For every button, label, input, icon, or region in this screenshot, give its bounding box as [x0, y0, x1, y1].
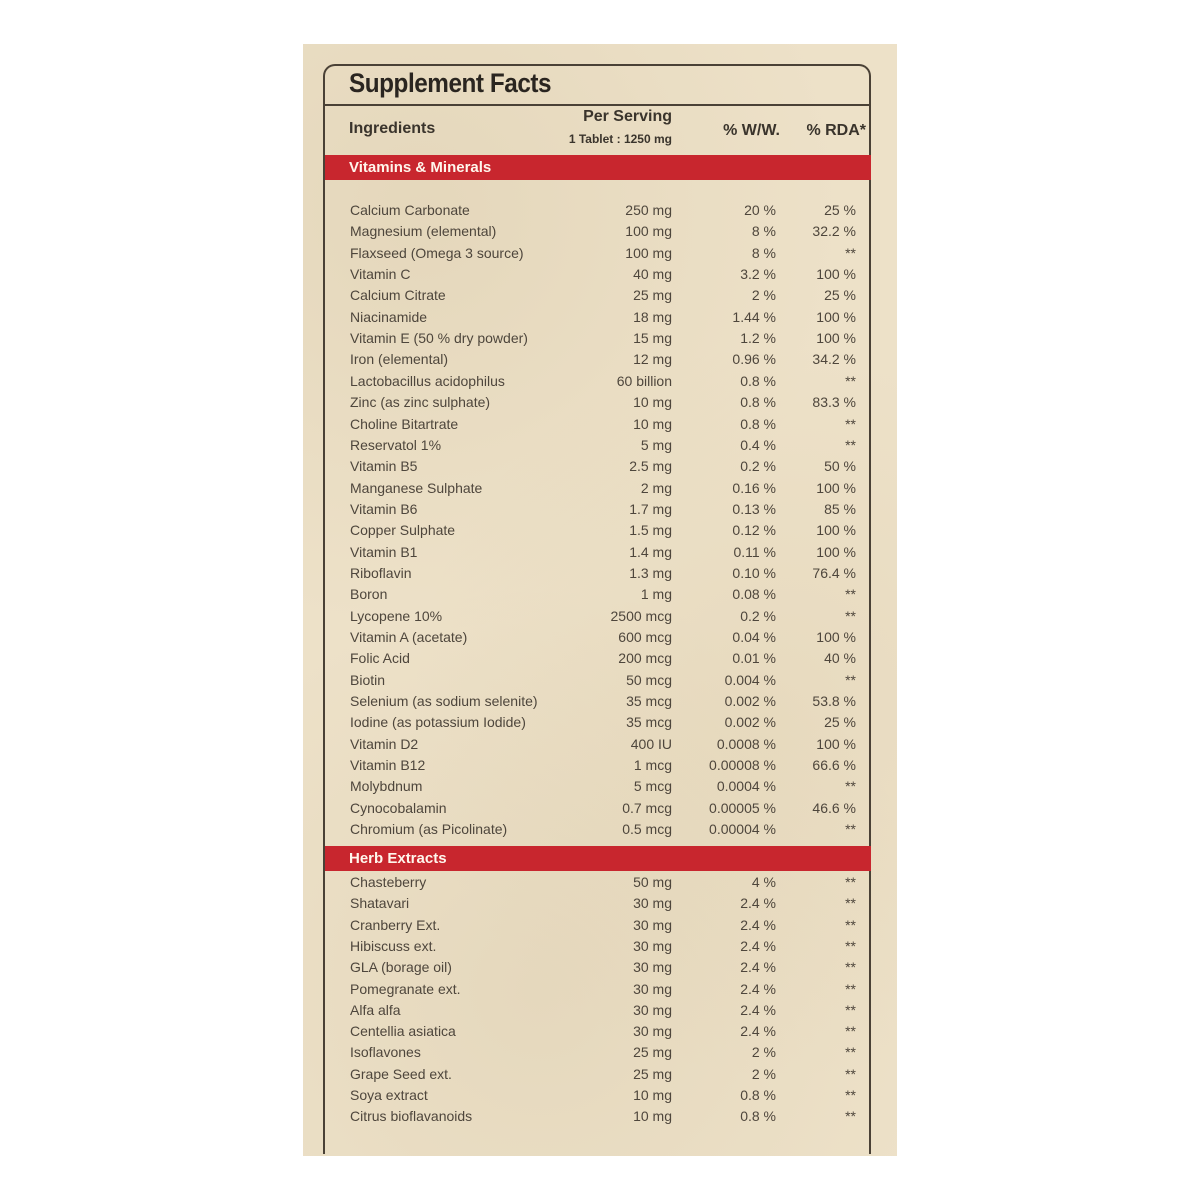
ww-percent: 2.4 % — [740, 895, 776, 912]
ww-percent: 0.11 % — [733, 543, 776, 560]
list-item — [325, 499, 871, 520]
per-serving-value: 5 mcg — [633, 778, 672, 795]
list-item — [325, 755, 871, 776]
ww-percent: 0.8 % — [740, 394, 776, 411]
rda-percent: ** — [845, 778, 856, 795]
ingredient-name: Manganese Sulphate — [350, 479, 483, 496]
ingredient-name: Lycopene 10% — [350, 607, 443, 624]
ingredient-name: Alfa alfa — [350, 1001, 401, 1018]
ingredient-name: Folic Acid — [350, 650, 410, 667]
section-vitamins-minerals: Vitamins & Minerals — [325, 155, 871, 180]
rda-percent: 100 % — [816, 330, 856, 347]
rda-percent: 66.6 % — [812, 757, 856, 774]
ww-percent: 8 % — [751, 223, 776, 240]
ingredient-name: Riboflavin — [350, 564, 412, 581]
list-item — [325, 243, 871, 264]
list-item — [325, 734, 871, 755]
page-title: Supplement Facts — [349, 68, 552, 98]
list-item — [325, 371, 871, 392]
list-item — [325, 328, 871, 349]
ww-percent: 0.16 % — [732, 479, 776, 496]
ww-percent: 4 % — [751, 874, 776, 890]
per-serving-value: 30 mg — [633, 959, 672, 976]
ww-percent: 2 % — [751, 1065, 776, 1082]
list-item — [325, 819, 871, 840]
ingredient-name: Chasteberry — [350, 874, 427, 890]
ingredient-name: Reservatol 1% — [350, 436, 442, 453]
list-item — [325, 456, 871, 477]
per-serving-value: 1.7 mg — [629, 500, 672, 517]
per-serving-value: 10 mg — [633, 415, 672, 432]
rda-percent: ** — [845, 671, 856, 688]
rda-percent: ** — [845, 937, 856, 954]
ww-percent: 0.002 % — [724, 693, 776, 710]
per-serving-value: 10 mg — [633, 1108, 672, 1125]
ingredient-name: Soya extract — [350, 1087, 428, 1103]
per-serving-value: 2500 mcg — [610, 607, 672, 624]
per-serving-value: 1.4 mg — [629, 543, 672, 560]
rda-percent: ** — [845, 1087, 856, 1103]
per-serving-value: 0.7 mcg — [622, 799, 672, 816]
ingredient-name: Calcium Citrate — [350, 287, 446, 304]
per-serving-value: 0.5 mcg — [622, 821, 672, 838]
ingredient-name: Magnesium (elemental) — [350, 223, 497, 240]
list-item — [325, 435, 871, 456]
ingredient-name: Vitamin E (50 % dry powder) — [350, 330, 528, 347]
ingredient-name: Centellia asiatica — [350, 1023, 456, 1040]
ww-percent: 2 % — [751, 287, 776, 304]
ww-percent: 1.44 % — [732, 308, 776, 325]
per-serving-value: 10 mg — [633, 1087, 672, 1103]
rda-percent: ** — [845, 874, 856, 890]
rda-percent: 100 % — [816, 479, 856, 496]
rda-percent: ** — [845, 821, 856, 838]
rda-percent: 100 % — [816, 735, 856, 752]
per-serving-value: 25 mg — [633, 1044, 672, 1061]
per-serving-value: 30 mg — [633, 916, 672, 933]
list-item — [325, 264, 871, 285]
ww-percent: 1.2 % — [740, 330, 776, 347]
rda-percent: ** — [845, 959, 856, 976]
ingredient-name: Vitamin B5 — [350, 458, 418, 475]
rda-percent: 25 % — [824, 714, 856, 731]
ingredient-name: Citrus bioflavanoids — [350, 1108, 473, 1125]
per-serving-value: 50 mg — [633, 874, 672, 890]
ww-percent: 0.00008 % — [709, 757, 776, 774]
ww-percent: 0.4 % — [740, 436, 776, 453]
per-serving-value: 1.3 mg — [629, 564, 672, 581]
list-item — [325, 691, 871, 712]
ingredient-name: Chromium (as Picolinate) — [350, 821, 508, 838]
list-item — [325, 584, 871, 605]
list-item — [325, 200, 871, 221]
list-item — [325, 648, 871, 669]
ww-percent: 2 % — [751, 1044, 776, 1061]
rda-percent: 50 % — [824, 458, 856, 475]
ww-percent: 0.8 % — [740, 1108, 776, 1125]
rda-percent: ** — [845, 980, 856, 997]
ww-percent: 0.96 % — [732, 351, 776, 368]
list-item — [325, 542, 871, 563]
ingredient-name: Vitamin D2 — [350, 735, 419, 752]
list-item — [325, 392, 871, 413]
list-item — [325, 798, 871, 819]
per-serving-value: 30 mg — [633, 1001, 672, 1018]
ingredient-name: Hibiscuss ext. — [350, 937, 437, 954]
ww-percent: 0.08 % — [732, 586, 776, 603]
list-item — [325, 606, 871, 627]
ww-percent: 2.4 % — [740, 1001, 776, 1018]
per-serving-value: 100 mg — [625, 223, 672, 240]
ingredient-name: Biotin — [350, 671, 386, 688]
header-per-serving: Per Serving — [583, 108, 672, 125]
rda-percent: ** — [845, 1044, 856, 1061]
ww-percent: 0.8 % — [740, 415, 776, 432]
list-item — [325, 1064, 871, 1085]
ww-percent: 2.4 % — [740, 980, 776, 997]
rda-percent: ** — [845, 415, 856, 432]
rda-percent: 25 % — [824, 202, 856, 218]
section-herb-extracts: Herb Extracts — [325, 846, 871, 871]
ingredient-name: Cynocobalamin — [350, 799, 447, 816]
ww-percent: 0.13 % — [732, 500, 776, 517]
rda-percent: ** — [845, 244, 856, 261]
rda-percent: 76.4 % — [812, 564, 856, 581]
list-item — [325, 1106, 871, 1127]
per-serving-value: 1.5 mg — [629, 522, 672, 539]
list-item — [325, 1021, 871, 1042]
ww-percent: 0.0004 % — [716, 778, 776, 795]
ww-percent: 20 % — [744, 202, 776, 218]
rda-percent: 100 % — [816, 266, 856, 283]
list-item — [325, 627, 871, 648]
ww-percent: 0.00005 % — [709, 799, 776, 816]
list-item — [325, 563, 871, 584]
ingredient-name: Grape Seed ext. — [350, 1065, 452, 1082]
ww-percent: 2.4 % — [740, 937, 776, 954]
per-serving-value: 40 mg — [633, 266, 672, 283]
list-item — [325, 957, 871, 978]
per-serving-value: 50 mcg — [626, 671, 672, 688]
list-item — [325, 349, 871, 370]
rda-percent: 100 % — [816, 543, 856, 560]
per-serving-value: 35 mcg — [626, 714, 672, 731]
rda-percent: 100 % — [816, 522, 856, 539]
list-item — [325, 307, 871, 328]
per-serving-value: 200 mcg — [618, 650, 672, 667]
list-item — [325, 712, 871, 733]
rda-percent: 40 % — [824, 650, 856, 667]
rda-percent: ** — [845, 1108, 856, 1125]
ingredient-name: Molybdnum — [350, 778, 423, 795]
list-item — [325, 893, 871, 914]
rda-percent: 32.2 % — [812, 223, 856, 240]
per-serving-value: 1 mg — [640, 586, 672, 603]
ingredient-name: Vitamin B1 — [350, 543, 418, 560]
ww-percent: 0.04 % — [732, 629, 776, 645]
rda-percent: 85 % — [824, 500, 856, 517]
list-item — [325, 1085, 871, 1106]
ww-percent: 3.2 % — [740, 266, 776, 283]
header-rda: % RDA* — [806, 122, 866, 139]
ingredient-name: Vitamin A (acetate) — [350, 629, 468, 645]
ingredient-name: Shatavari — [350, 895, 410, 912]
ww-percent: 0.2 % — [740, 607, 776, 624]
ww-percent: 0.2 % — [740, 458, 776, 475]
rda-percent: 100 % — [816, 629, 856, 645]
ww-percent: 8 % — [751, 244, 776, 261]
list-item — [325, 670, 871, 691]
per-serving-value: 30 mg — [633, 937, 672, 954]
rda-percent: ** — [845, 895, 856, 912]
per-serving-value: 30 mg — [633, 980, 672, 997]
per-serving-value: 35 mcg — [626, 693, 672, 710]
ingredient-name: Copper Sulphate — [350, 522, 456, 539]
rda-percent: 53.8 % — [812, 693, 856, 710]
list-item — [325, 979, 871, 1000]
ingredient-name: Vitamin B6 — [350, 500, 418, 517]
rda-percent: ** — [845, 1001, 856, 1018]
ingredient-name: Calcium Carbonate — [350, 202, 470, 218]
ww-percent: 0.8 % — [740, 1087, 776, 1103]
ingredient-name: Flaxseed (Omega 3 source) — [350, 244, 524, 261]
list-item — [325, 478, 871, 499]
rda-percent: ** — [845, 372, 856, 389]
ingredient-name: Iodine (as potassium Iodide) — [350, 714, 526, 731]
list-item — [325, 285, 871, 306]
per-serving-value: 30 mg — [633, 895, 672, 912]
ww-percent: 2.4 % — [740, 959, 776, 976]
ingredient-name: Isoflavones — [350, 1044, 421, 1061]
ww-percent: 2.4 % — [740, 916, 776, 933]
ingredient-name: Zinc (as zinc sulphate) — [350, 394, 491, 411]
ingredient-name: Pomegranate ext. — [350, 980, 461, 997]
ww-percent: 0.004 % — [724, 671, 776, 688]
per-serving-value: 1 mcg — [633, 757, 672, 774]
rda-percent: ** — [845, 607, 856, 624]
per-serving-value: 400 IU — [630, 735, 672, 752]
rda-percent: 83.3 % — [812, 394, 856, 411]
list-item — [325, 936, 871, 957]
per-serving-value: 2 mg — [640, 479, 672, 496]
ingredient-name: Iron (elemental) — [350, 351, 449, 368]
rda-percent: ** — [845, 436, 856, 453]
rda-percent: 46.6 % — [812, 799, 856, 816]
rda-percent: 25 % — [824, 287, 856, 304]
per-serving-value: 60 billion — [616, 372, 672, 389]
list-item — [325, 1042, 871, 1063]
ingredient-name: Choline Bitartrate — [350, 415, 459, 432]
ww-percent: 0.8 % — [740, 372, 776, 389]
ww-percent: 0.01 % — [732, 650, 776, 667]
per-serving-value: 5 mg — [640, 436, 672, 453]
header-serving-size: 1 Tablet : 1250 mg — [568, 132, 672, 146]
list-item — [325, 872, 871, 893]
list-item — [325, 776, 871, 797]
ww-percent: 0.002 % — [724, 714, 776, 731]
header-ingredients: Ingredients — [349, 120, 436, 137]
ingredient-name: Lactobacillus acidophilus — [350, 372, 505, 389]
per-serving-value: 10 mg — [633, 394, 672, 411]
ingredient-name: Niacinamide — [350, 308, 428, 325]
ingredient-name: Boron — [350, 586, 388, 603]
list-item — [325, 915, 871, 936]
per-serving-value: 2.5 mg — [629, 458, 672, 475]
per-serving-value: 25 mg — [633, 287, 672, 304]
per-serving-value: 600 mcg — [618, 629, 672, 645]
ingredient-name: Cranberry Ext. — [350, 916, 441, 933]
ingredient-name: Vitamin C — [350, 266, 411, 283]
ingredient-name: Selenium (as sodium selenite) — [350, 693, 538, 710]
list-item — [325, 520, 871, 541]
rda-percent: 34.2 % — [812, 351, 856, 368]
per-serving-value: 15 mg — [633, 330, 672, 347]
ww-percent: 2.4 % — [740, 1023, 776, 1040]
per-serving-value: 18 mg — [633, 308, 672, 325]
ingredient-name: GLA (borage oil) — [350, 959, 452, 976]
rda-percent: ** — [845, 1065, 856, 1082]
list-item — [325, 1000, 871, 1021]
per-serving-value: 250 mg — [625, 202, 672, 218]
rda-percent: ** — [845, 916, 856, 933]
rda-percent: 100 % — [816, 308, 856, 325]
ww-percent: 0.0008 % — [716, 735, 776, 752]
ww-percent: 0.00004 % — [709, 821, 776, 838]
rda-percent: ** — [845, 1023, 856, 1040]
list-item — [325, 221, 871, 242]
per-serving-value: 25 mg — [633, 1065, 672, 1082]
ww-percent: 0.10 % — [732, 564, 776, 581]
ingredient-name: Vitamin B12 — [350, 757, 426, 774]
per-serving-value: 100 mg — [625, 244, 672, 261]
title-divider — [325, 104, 871, 106]
list-item — [325, 414, 871, 435]
rda-percent: ** — [845, 586, 856, 603]
per-serving-value: 30 mg — [633, 1023, 672, 1040]
header-ww: % W/W. — [723, 122, 780, 139]
ww-percent: 0.12 % — [732, 522, 776, 539]
per-serving-value: 12 mg — [633, 351, 672, 368]
